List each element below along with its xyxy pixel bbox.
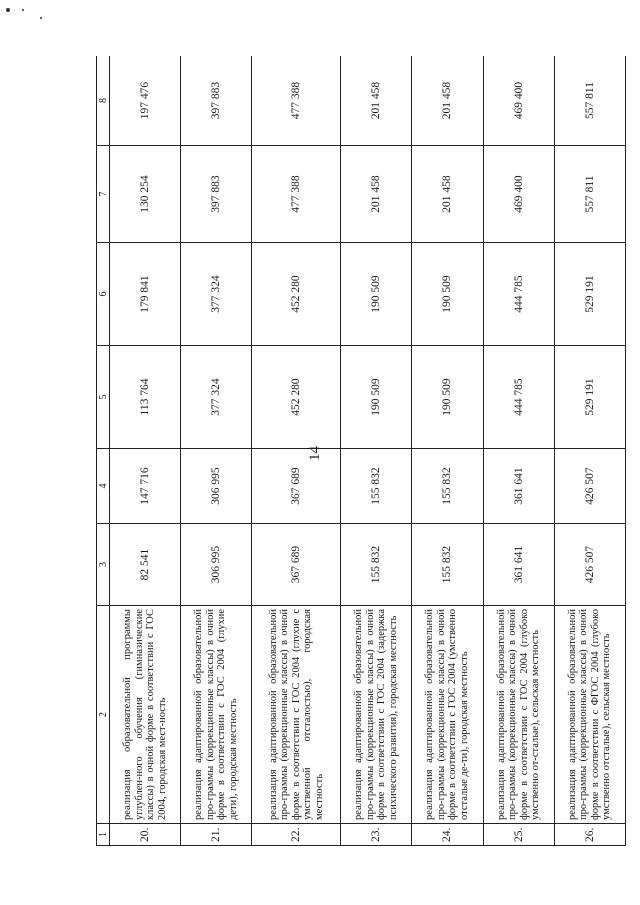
row-description: реализация адаптированной образовательной про-граммы (коррекционные классы) в очной форме в соответствии с ГОС 2004 (умственно отсталые де-ти), городская местность <box>412 606 483 824</box>
value-cell: 397 883 <box>181 56 252 146</box>
table-row <box>110 56 181 846</box>
column-header: 7 <box>97 146 110 243</box>
value-cell: 190 509 <box>341 346 412 449</box>
value-cell: 426 507 <box>554 449 625 524</box>
document-table-container <box>96 56 626 846</box>
column-header: 8 <box>97 56 110 146</box>
value-cell: 469 400 <box>483 56 554 146</box>
value-cell: 190 509 <box>412 243 483 346</box>
column-header: 1 <box>97 824 110 846</box>
value-cell: 444 785 <box>483 346 554 449</box>
value-cell: 155 832 <box>412 449 483 524</box>
value-cell: 529 191 <box>554 243 625 346</box>
value-cell: 82 541 <box>110 524 181 606</box>
value-cell: 201 458 <box>412 146 483 243</box>
table-row <box>181 56 252 846</box>
value-cell: 361 641 <box>483 524 554 606</box>
page-number: 14 <box>307 446 323 461</box>
table-row <box>341 56 412 846</box>
value-cell: 190 509 <box>412 346 483 449</box>
value-cell: 197 476 <box>110 56 181 146</box>
value-cell: 155 832 <box>341 524 412 606</box>
scan-speck <box>22 9 24 11</box>
column-header: 4 <box>97 449 110 524</box>
value-cell: 190 509 <box>341 243 412 346</box>
value-cell: 155 832 <box>412 524 483 606</box>
value-cell: 361 641 <box>483 449 554 524</box>
table-row <box>554 56 625 846</box>
table-header-row <box>97 56 110 846</box>
row-number: 23. <box>341 824 412 846</box>
value-cell: 469 400 <box>483 146 554 243</box>
value-cell: 377 324 <box>181 243 252 346</box>
value-cell: 179 841 <box>110 243 181 346</box>
value-cell: 477 388 <box>252 146 341 243</box>
value-cell: 557 811 <box>554 56 625 146</box>
value-cell: 201 458 <box>412 56 483 146</box>
row-number: 24. <box>412 824 483 846</box>
value-cell: 529 191 <box>554 346 625 449</box>
scan-speck <box>6 8 10 12</box>
row-description: реализация адаптированной образовательной про-граммы (коррекционные классы) в очной форме в соответствии с ГОС 2004 (задержка психического развития), городская местность <box>341 606 412 824</box>
value-cell: 155 832 <box>341 449 412 524</box>
tariff-table <box>96 56 626 846</box>
value-cell: 426 507 <box>554 524 625 606</box>
table-row <box>412 56 483 846</box>
value-cell: 397 883 <box>181 146 252 243</box>
column-header: 5 <box>97 346 110 449</box>
row-number: 20. <box>110 824 181 846</box>
value-cell: 306 995 <box>181 524 252 606</box>
row-description: реализация адаптированной образовательной про-граммы (коррекционные классы) в очной форме в соответствии с ГОС 2004 (глухие с умственной отсталостью), городская местность <box>252 606 341 824</box>
table-row <box>252 56 341 846</box>
value-cell: 201 458 <box>341 146 412 243</box>
column-header: 2 <box>97 606 110 824</box>
row-description: реализация адаптированной образовательной про-граммы (коррекционные классы) в очной форме в соответствии с ГОС 2004 (глубоко умственно от-сталые), сельская местность <box>483 606 554 824</box>
value-cell: 306 995 <box>181 449 252 524</box>
value-cell: 377 324 <box>181 346 252 449</box>
value-cell: 130 254 <box>110 146 181 243</box>
column-header: 6 <box>97 243 110 346</box>
value-cell: 367 689 <box>252 449 341 524</box>
table-row <box>483 56 554 846</box>
row-description: реализация образовательной программы углублен-ного обучения (гимназические классы) в очной форме в соответствии с ГОС 2004, городская мест-ность <box>110 606 181 824</box>
value-cell: 201 458 <box>341 56 412 146</box>
row-number: 26. <box>554 824 625 846</box>
scan-speck <box>40 17 42 19</box>
value-cell: 452 280 <box>252 243 341 346</box>
value-cell: 147 716 <box>110 449 181 524</box>
value-cell: 477 388 <box>252 56 341 146</box>
value-cell: 452 280 <box>252 346 341 449</box>
value-cell: 557 811 <box>554 146 625 243</box>
value-cell: 367 689 <box>252 524 341 606</box>
row-number: 21. <box>181 824 252 846</box>
row-number: 25. <box>483 824 554 846</box>
value-cell: 113 764 <box>110 346 181 449</box>
column-header: 3 <box>97 524 110 606</box>
value-cell: 444 785 <box>483 243 554 346</box>
row-number: 22. <box>252 824 341 846</box>
row-description: реализация адаптированной образовательной про-граммы (коррекционные классы) в очной форме в соответствии с ФГОС 2004 (глубоко умственно отсталые), сельская местность <box>554 606 625 824</box>
row-description: реализация адаптированной образовательной про-граммы (коррекционные классы) в очной форме в соответствии с ГОС 2004 (глухие дети), городская местность <box>181 606 252 824</box>
